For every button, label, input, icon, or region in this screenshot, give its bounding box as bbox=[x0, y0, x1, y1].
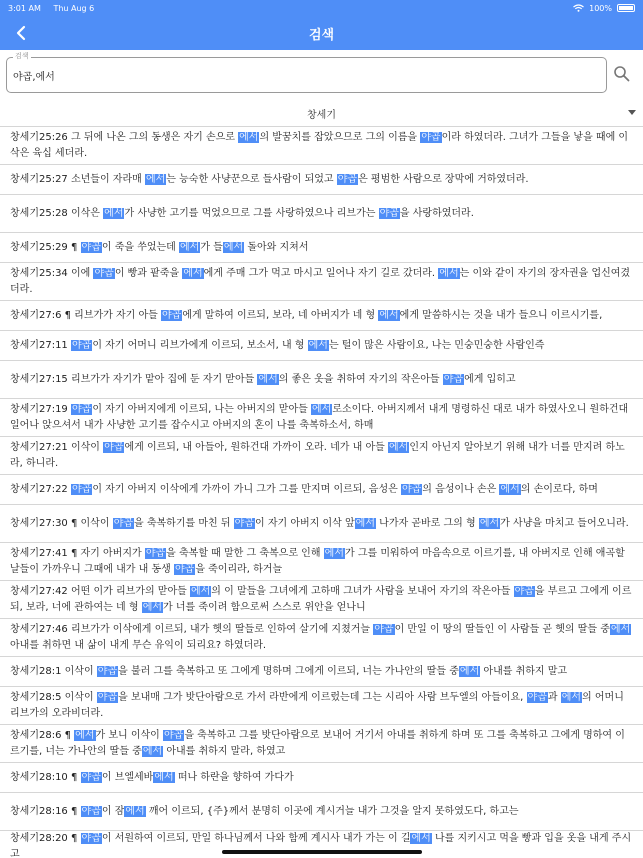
search-highlight: 에서 bbox=[561, 691, 582, 703]
search-icon bbox=[612, 64, 632, 84]
verse-reference: 창세기28:10 bbox=[10, 771, 71, 783]
verse-reference: 창세기25:27 bbox=[10, 173, 71, 185]
search-highlight: 야곱 bbox=[97, 665, 118, 677]
result-text bbox=[10, 172, 529, 188]
verse-text: 이에 야곱이 빵과 팥죽을 에서에게 주매 그가 먹고 마시고 일어나 자기 길로 갔더라. 에서는 이와 같이 자기의 장자권을 업신여겼더라. bbox=[10, 267, 631, 295]
search-highlight: 야곱 bbox=[337, 173, 358, 185]
verse-text: 소년들이 자라매 에서는 능숙한 사냥꾼으로 들사람이 되었고 야곱은 평범한 사람으로 장막에 거하였더라. bbox=[70, 173, 529, 185]
result-item[interactable] bbox=[0, 792, 643, 830]
verse-text: 이삭이 야곱을 보내매 그가 밧단아람으로 가서 라반에게 이르렀는데 그는 시리아 사람 브두엘의 아들이요, 야곱과 에서의 어머니 리브가의 오라비더라. bbox=[10, 691, 624, 719]
search-highlight: 에서 bbox=[324, 547, 344, 559]
result-item[interactable] bbox=[0, 330, 643, 360]
search-input[interactable] bbox=[13, 66, 593, 84]
result-item[interactable] bbox=[0, 618, 643, 656]
search-highlight: 에서 bbox=[355, 517, 375, 529]
result-text bbox=[10, 440, 633, 472]
search-highlight: 야곱 bbox=[71, 483, 92, 495]
search-highlight: 야곱 bbox=[113, 517, 134, 529]
verse-text: ¶ 자기 아버지가 야곱을 축복할 때 말한 그 축복으로 인해 에서가 그를 미워하여 마음속으로 이르기를, 내 아버지로 인해 애곡할 날들이 가까우니 그때에 내가 내 동생 야곱을 죽이리라, 하거늘 bbox=[10, 547, 625, 575]
result-item[interactable] bbox=[0, 474, 643, 504]
result-text bbox=[10, 338, 544, 354]
verse-text: ¶ 에서가 보니 이삭이 야곱을 축복하고 그를 밧단아람으로 보내어 거기서 아내를 취하게 하며 또 그를 축복하고 그에게 명하여 이르기를, 너는 가나안의 딸들 중에서 아내를 취하지 말라, 하였고 bbox=[10, 729, 625, 757]
search-highlight: 야곱 bbox=[443, 373, 464, 385]
search-highlight: 야곱 bbox=[81, 832, 101, 844]
verse-text: ¶ 야곱이 브엘세바에서 떠나 하란을 향하여 가다가 bbox=[70, 771, 294, 783]
verse-reference: 창세기27:11 bbox=[10, 339, 71, 351]
result-item[interactable] bbox=[0, 542, 643, 580]
verse-text: 이삭이 야곱에게 이르되, 내 아들아, 원하건대 가까이 오라. 네가 내 아들 에서인지 아닌지 알아보기 위해 내가 너를 만지려 하노라, 하니라. bbox=[10, 441, 625, 469]
search-highlight: 야곱 bbox=[97, 691, 118, 703]
status-time: 3:01 AM bbox=[8, 3, 41, 13]
result-item[interactable] bbox=[0, 762, 643, 792]
search-highlight: 야곱 bbox=[514, 585, 534, 597]
result-item[interactable] bbox=[0, 194, 643, 232]
verse-text: 리브가가 자기가 맡아 집에 둔 자기 맏아들 에서의 좋은 옷을 취하여 자기의 작은아들 야곱에게 입히고 bbox=[70, 373, 516, 385]
search-highlight: 야곱 bbox=[379, 207, 399, 219]
back-button[interactable] bbox=[9, 21, 33, 45]
search-highlight: 에서 bbox=[500, 483, 520, 495]
search-highlight: 야곱 bbox=[71, 339, 92, 351]
verse-text: ¶ 야곱이 죽을 쑤었는데 에서가 들에서 돌아와 지쳐서 bbox=[70, 241, 309, 253]
book-select-value: 창세기 bbox=[307, 109, 336, 121]
search-highlight: 야곱 bbox=[234, 517, 254, 529]
search-highlight: 에서 bbox=[223, 241, 244, 253]
result-text bbox=[10, 770, 294, 786]
result-item[interactable] bbox=[0, 504, 643, 542]
result-text bbox=[10, 372, 516, 388]
status-right bbox=[573, 4, 635, 13]
home-indicator bbox=[222, 850, 422, 854]
result-text bbox=[10, 546, 633, 578]
search-highlight: 야곱 bbox=[81, 241, 101, 253]
chevron-left-icon bbox=[15, 25, 27, 41]
search-highlight: 에서 bbox=[125, 805, 145, 817]
search-highlight: 야곱 bbox=[81, 771, 101, 783]
verse-text: 리브가가 이삭에게 이르되, 내가 헷의 딸들로 인하여 살기에 지쳤거늘 야곱이 만일 이 땅의 딸들인 이 사람들 곧 헷의 딸들 중에서 아내를 취하면 내 삶이 내게 무슨 유익이 되리요? 하였더라. bbox=[10, 623, 631, 651]
result-item[interactable] bbox=[0, 656, 643, 686]
search-highlight: 에서 bbox=[180, 241, 200, 253]
search-highlight: 에서 bbox=[142, 745, 163, 757]
battery-percent: 100% bbox=[589, 3, 612, 13]
battery-icon bbox=[617, 4, 635, 12]
search-field bbox=[6, 52, 607, 93]
verse-text: ¶ 리브가가 자기 아들 야곱에게 말하여 이르되, 보라, 네 아버지가 네 형 에서에게 말씀하시는 것을 내가 들으니 이르시기를, bbox=[64, 309, 603, 321]
search-highlight: 야곱 bbox=[145, 547, 166, 559]
search-highlight: 에서 bbox=[142, 601, 163, 613]
result-item[interactable] bbox=[0, 580, 643, 618]
search-highlight: 에서 bbox=[459, 665, 480, 677]
verse-text: 야곱이 자기 아버지에게 이르되, 나는 아버지의 맏아들 에서로소이다. 아버지께서 내게 명령하신 대로 내가 하였사오니 원하건대 일어나 앉으셔서 내가 사냥한 고기를 잡수시고 아버지의 혼이 나를 축복하소서, 하매 bbox=[10, 403, 629, 431]
result-item[interactable] bbox=[0, 232, 643, 262]
results-list bbox=[0, 126, 643, 858]
result-item[interactable] bbox=[0, 262, 643, 300]
search-button[interactable] bbox=[612, 64, 632, 84]
verse-text: 야곱이 자기 아버지 이삭에게 가까이 가니 그가 그를 만지며 이르되, 음성은 야곱의 음성이나 손은 에서의 손이로다, 하며 bbox=[71, 483, 598, 495]
result-text bbox=[10, 266, 633, 298]
verse-text: ¶ 야곱이 서원하여 이르되, 만일 하나님께서 나와 함께 계시사 내가 가는 이 길에서 나를 지키시고 먹을 빵과 입을 옷을 내게 주시고 bbox=[10, 832, 632, 858]
result-text bbox=[10, 804, 519, 820]
verse-reference: 창세기27:41 bbox=[10, 547, 71, 559]
result-text bbox=[10, 240, 309, 256]
verse-reference: 창세기28:20 bbox=[10, 832, 71, 844]
search-highlight: 야곱 bbox=[104, 441, 124, 453]
chevron-down-icon bbox=[628, 110, 636, 115]
result-text bbox=[10, 308, 602, 324]
result-item[interactable] bbox=[0, 724, 643, 762]
wifi-icon bbox=[573, 4, 584, 12]
result-item[interactable] bbox=[0, 436, 643, 474]
result-text bbox=[10, 130, 633, 162]
result-item[interactable] bbox=[0, 164, 643, 194]
verse-reference: 창세기25:26 bbox=[10, 131, 71, 143]
search-highlight: 야곱 bbox=[161, 309, 182, 321]
result-text bbox=[10, 664, 567, 680]
verse-reference: 창세기27:19 bbox=[10, 403, 71, 415]
search-highlight: 에서 bbox=[379, 309, 399, 321]
verse-reference: 창세기27:15 bbox=[10, 373, 71, 385]
status-date: Thu Aug 6 bbox=[53, 3, 95, 13]
result-item[interactable] bbox=[0, 686, 643, 724]
search-highlight: 야곱 bbox=[374, 623, 394, 635]
search-highlight: 에서 bbox=[610, 623, 631, 635]
search-highlight: 야곱 bbox=[527, 691, 547, 703]
search-highlight: 에서 bbox=[258, 373, 278, 385]
result-text bbox=[10, 584, 633, 616]
search-highlight: 에서 bbox=[183, 267, 203, 279]
result-text bbox=[10, 728, 633, 760]
verse-reference: 창세기27:6 bbox=[10, 309, 65, 321]
verse-reference: 창세기27:42 bbox=[10, 585, 71, 597]
book-select[interactable] bbox=[0, 102, 643, 124]
search-highlight: 야곱 bbox=[401, 483, 422, 495]
verse-reference: 창세기27:21 bbox=[10, 441, 71, 453]
verse-reference: 창세기28:5 bbox=[10, 691, 65, 703]
result-item[interactable] bbox=[0, 126, 643, 164]
page-title: 검색 bbox=[308, 27, 335, 43]
verse-reference: 창세기25:28 bbox=[10, 207, 71, 219]
result-item[interactable] bbox=[0, 360, 643, 398]
status-bar bbox=[0, 0, 643, 16]
search-highlight: 야곱 bbox=[421, 131, 441, 143]
search-highlight: 에서 bbox=[104, 207, 124, 219]
search-highlight: 에서 bbox=[154, 771, 174, 783]
search-highlight: 야곱 bbox=[71, 403, 92, 415]
verse-reference: 창세기28:16 bbox=[10, 805, 71, 817]
verse-text: ¶ 이삭이 야곱을 축복하기를 마친 뒤 야곱이 자기 아버지 이삭 앞에서 나가자 곧바로 그의 형 에서가 사냥을 마치고 들어오니라. bbox=[70, 517, 629, 529]
search-field-label: 검색 bbox=[15, 52, 29, 60]
search-highlight: 에서 bbox=[75, 729, 95, 741]
verse-reference: 창세기25:29 bbox=[10, 241, 71, 253]
nav-bar bbox=[0, 16, 643, 50]
status-left bbox=[8, 4, 104, 13]
search-highlight: 야곱 bbox=[94, 267, 114, 279]
result-item[interactable] bbox=[0, 398, 643, 436]
verse-text: 어떤 이가 리브가의 맏아들 에서의 이 말들을 그녀에게 고하매 그녀가 사람을 보내어 자기의 작은아들 야곱을 부르고 그에게 이르되, 보라, 너에 관하여는 네 형 에서가 너를 죽이려 함으로써 스스로 위안을 얻나니 bbox=[10, 585, 632, 613]
search-highlight: 에서 bbox=[479, 517, 500, 529]
result-text bbox=[10, 482, 598, 498]
result-text bbox=[10, 690, 633, 722]
search-highlight: 야곱 bbox=[164, 729, 184, 741]
verse-reference: 창세기28:6 bbox=[10, 729, 65, 741]
verse-reference: 창세기25:34 bbox=[10, 267, 71, 279]
verse-text: 그 뒤에 나온 그의 동생은 자기 손으로 에서의 발꿈치를 잡았으므로 그의 이름을 야곱이라 하였더라. 그녀가 그들을 낳을 때에 이삭은 육십 세더라. bbox=[10, 131, 629, 159]
verse-reference: 창세기27:46 bbox=[10, 623, 71, 635]
verse-text: 야곱이 자기 어머니 리브가에게 이르되, 보소서, 내 형 에서는 털이 많은 사람이요, 나는 민숭민숭한 사람인즉 bbox=[71, 339, 545, 351]
verse-reference: 창세기28:1 bbox=[10, 665, 65, 677]
verse-text: 이삭은 에서가 사냥한 고기를 먹었으므로 그를 사랑하였으나 리브가는 야곱을 사랑하였더라. bbox=[70, 207, 474, 219]
result-text bbox=[10, 622, 633, 654]
verse-reference: 창세기27:22 bbox=[10, 483, 71, 495]
search-highlight: 에서 bbox=[145, 173, 166, 185]
result-text bbox=[10, 402, 633, 434]
search-highlight: 에서 bbox=[239, 131, 259, 143]
search-highlight: 야곱 bbox=[81, 805, 101, 817]
search-highlight: 에서 bbox=[389, 441, 409, 453]
search-highlight: 에서 bbox=[411, 832, 431, 844]
search-highlight: 에서 bbox=[308, 339, 328, 351]
result-item[interactable] bbox=[0, 300, 643, 330]
search-highlight: 야곱 bbox=[174, 563, 195, 575]
search-highlight: 에서 bbox=[439, 267, 459, 279]
search-highlight: 에서 bbox=[311, 403, 332, 415]
result-text bbox=[10, 516, 629, 532]
search-highlight: 에서 bbox=[190, 585, 211, 597]
verse-reference: 창세기27:30 bbox=[10, 517, 71, 529]
verse-text: 이삭이 야곱을 불러 그를 축복하고 또 그에게 명하며 그에게 이르되, 너는 가나안의 딸들 중에서 아내를 취하지 말고 bbox=[64, 665, 568, 677]
result-text bbox=[10, 206, 474, 222]
verse-text: ¶ 야곱이 잠에서 깨어 이르되, {주}께서 분명히 이곳에 계시거늘 내가 그것을 알지 못하였도다, 하고는 bbox=[70, 805, 519, 817]
